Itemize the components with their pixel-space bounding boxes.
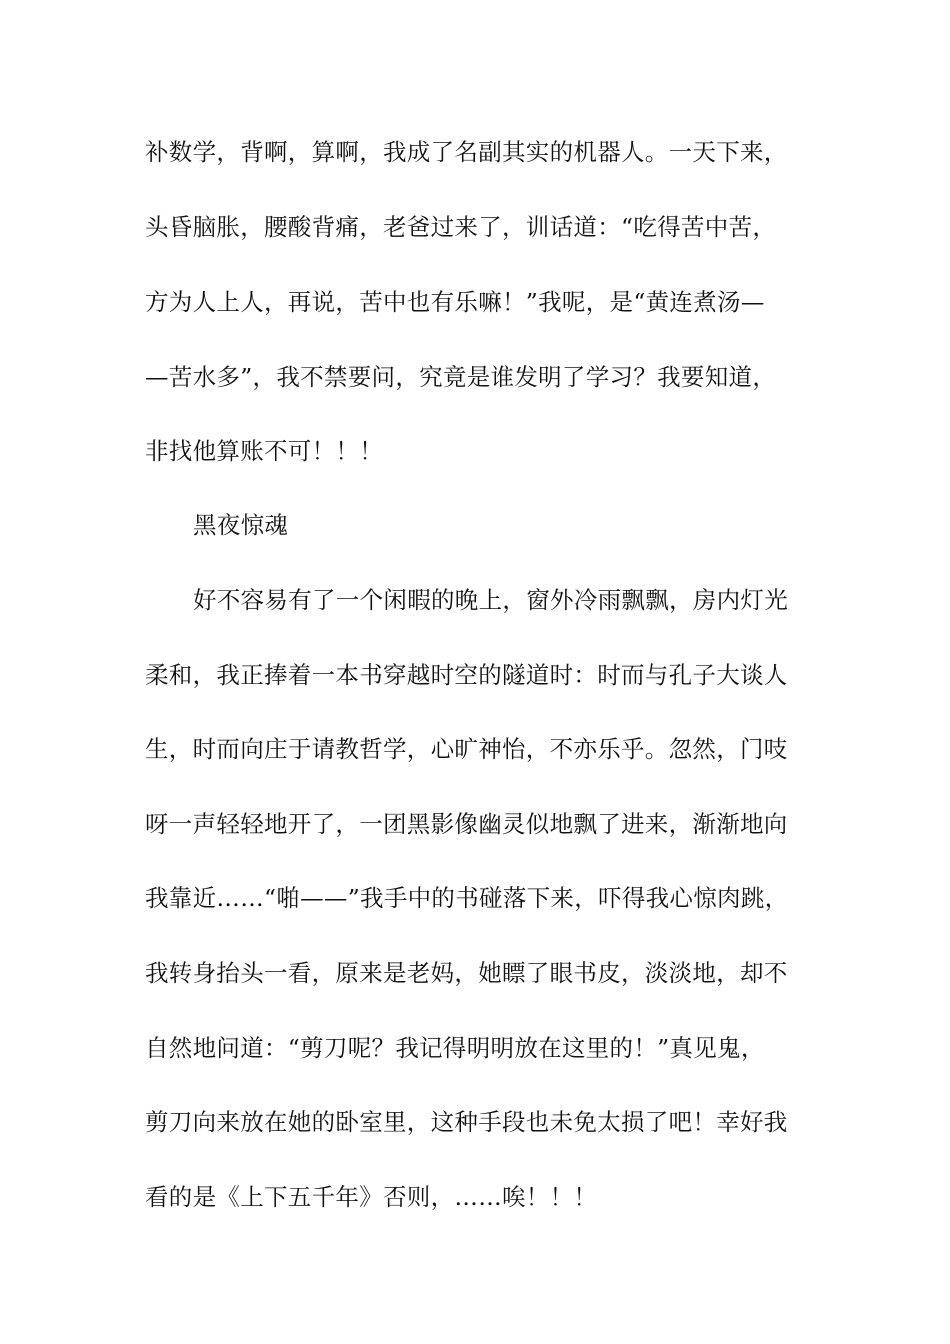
paragraph-2-line-7: 自然地问道：“剪刀呢？我记得明明放在这里的！”真见鬼， xyxy=(145,1034,765,1062)
section-title: 黑夜惊魂 xyxy=(193,511,289,539)
paragraph-2-line-1: 好不容易有了一个闲暇的晚上，窗外冷雨飘飘，房内灯光 xyxy=(193,586,788,614)
paragraph-2-line-6: 我转身抬头一看，原来是老妈，她瞟了眼书皮，淡淡地，却不 xyxy=(145,959,788,987)
paragraph-2-line-2: 柔和，我正捧着一本书穿越时空的隧道时：时而与孔子大谈人 xyxy=(145,661,788,689)
paragraph-2-line-9: 看的是《上下五千年》否则，……唉！！！ xyxy=(145,1183,598,1211)
paragraph-2-line-4: 呀一声轻轻地开了，一团黑影像幽灵似地飘了进来，渐渐地向 xyxy=(145,810,788,838)
paragraph-1-line-1: 补数学，背啊，算啊，我成了名副其实的机器人。一天下来， xyxy=(145,138,788,166)
paragraph-1-line-2: 头昏脑胀，腰酸背痛，老爸过来了，训话道：“吃得苦中苦， xyxy=(145,213,777,241)
paragraph-2-line-5: 我靠近……“啪——”我手中的书碰落下来，吓得我心惊肉跳， xyxy=(145,884,789,912)
paragraph-1-line-4: —苦水多”，我不禁要问，究竟是谁发明了学习？我要知道， xyxy=(145,363,777,391)
paragraph-1-line-5: 非找他算账不可！！！ xyxy=(145,437,383,465)
paragraph-1-line-3: 方为人上人，再说，苦中也有乐嘛！”我呢，是“黄连煮汤— xyxy=(145,288,765,316)
paragraph-2-line-3: 生，时而向庄于请教哲学，心旷神怡，不亦乐乎。忽然，门吱 xyxy=(145,735,788,763)
paragraph-2-line-8: 剪刀向来放在她的卧室里，这种手段也未免太损了吧！幸好我 xyxy=(145,1108,788,1136)
